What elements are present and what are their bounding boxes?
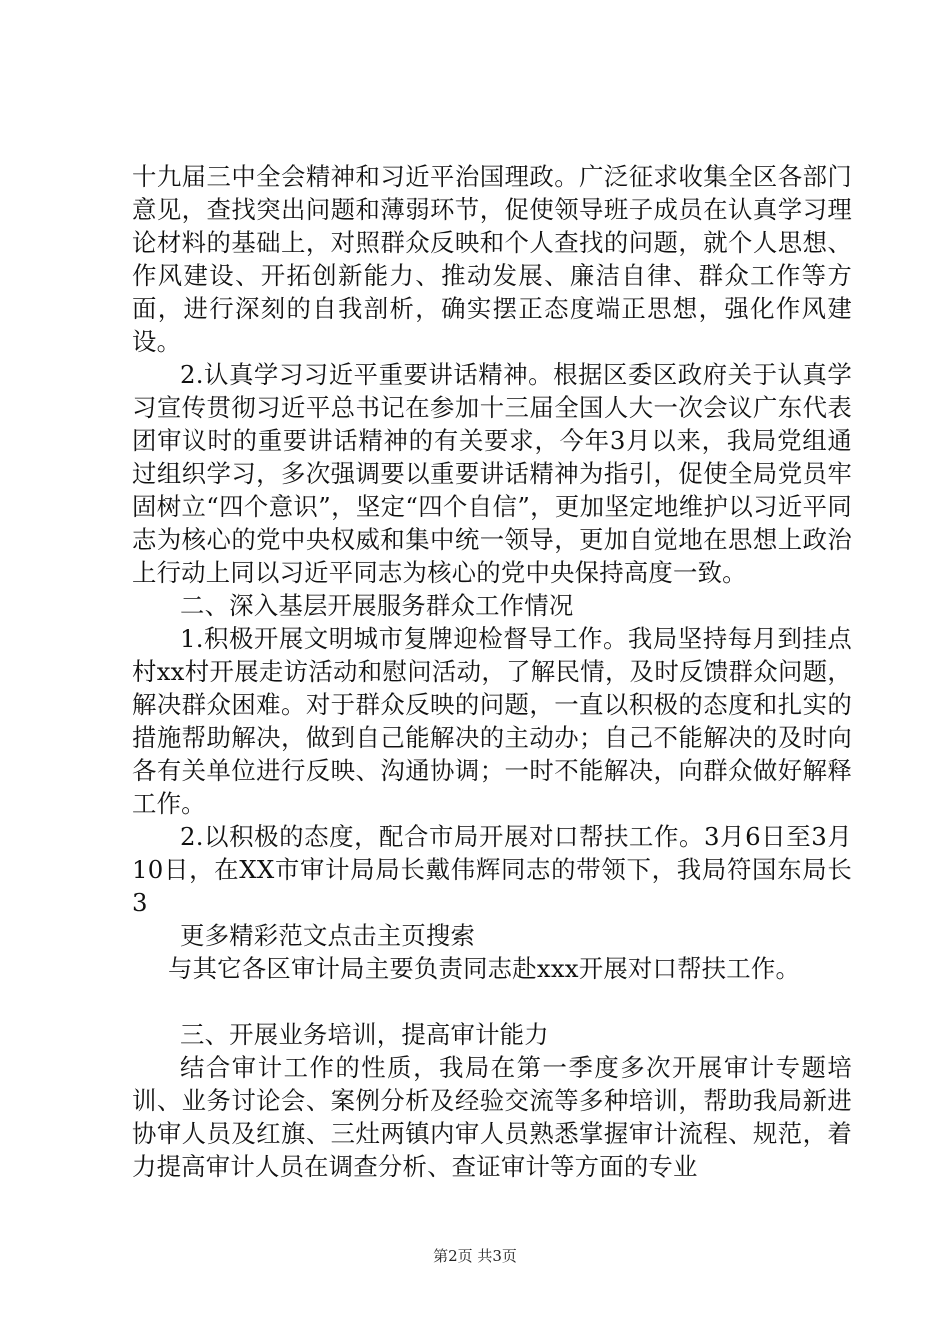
section-heading-3: 三、开展业务培训，提高审计能力 — [180, 1020, 549, 1049]
paragraph-9: 结合审计工作的性质，我局在第一季度多次开展审计专题培训、业务讨论会、案例分析及经验交流等多种培训，帮助我局新进协审人员及红旗、三灶两镇内审人员熟悉掌握审计流程、规范，着力提高审计人员在调查分析、查证审计等方面的专业 — [132, 1053, 852, 1181]
section-heading-2: 二、深入基层开展服务群众工作情况 — [180, 591, 574, 620]
page-footer: 第2页 共3页 — [433, 1247, 517, 1265]
paragraph-5: 2.以积极的态度，配合市局开展对口帮扶工作。3月6日至3月10日，在XX市审计局局长戴伟辉同志的带领下，我局符国东局长3 — [132, 822, 852, 917]
paragraph-1: 十九届三中全会精神和习近平治国理政。广泛征求收集全区各部门意见，查找突出问题和薄弱环节，促使领导班子成员在认真学习理论材料的基础上，对照群众反映和个人查找的问题，就个人思想、作风建设、开拓创新能力、推动发展、廉洁自律、群众工作等方面，进行深刻的自我剖析，确实摆正态度端正思想，强化作风建设。 — [132, 162, 852, 356]
paragraph-4: 1.积极开展文明城市复牌迎检督导工作。我局坚持每月到挂点村xx村开展走访活动和慰问活动，了解民情，及时反馈群众问题，解决群众困难。对于群众反映的问题，一直以积极的态度和扎实的措施帮助解决，做到自己能解决的主动办；自己不能解决的及时向各有关单位进行反映、沟通协调；一时不能解决，向群众做好解释工作。 — [132, 624, 852, 818]
paragraph-2: 2.认真学习习近平重要讲话精神。根据区委区政府关于认真学习宣传贯彻习近平总书记在参加十三届全国人大一次会议广东代表团审议时的重要讲话精神的有关要求，今年3月以来，我局党组通过组织学习，多次强调要以重要讲话精神为指引，促使全局党员牢固树立“四个意识”，坚定“四个自信”，更加坚定地维护以习近平同志为核心的党中央权威和集中统一领导，更加自觉地在思想上政治上行动上同以习近平同志为核心的党中央保持高度一致。 — [132, 360, 852, 587]
paragraph-7: 与其它各区审计局主要负责同志赴xxx开展对口帮扶工作。 — [168, 954, 801, 983]
promo-line: 更多精彩范文点击主页搜索 — [180, 921, 476, 950]
document-body — [132, 160, 852, 1183]
